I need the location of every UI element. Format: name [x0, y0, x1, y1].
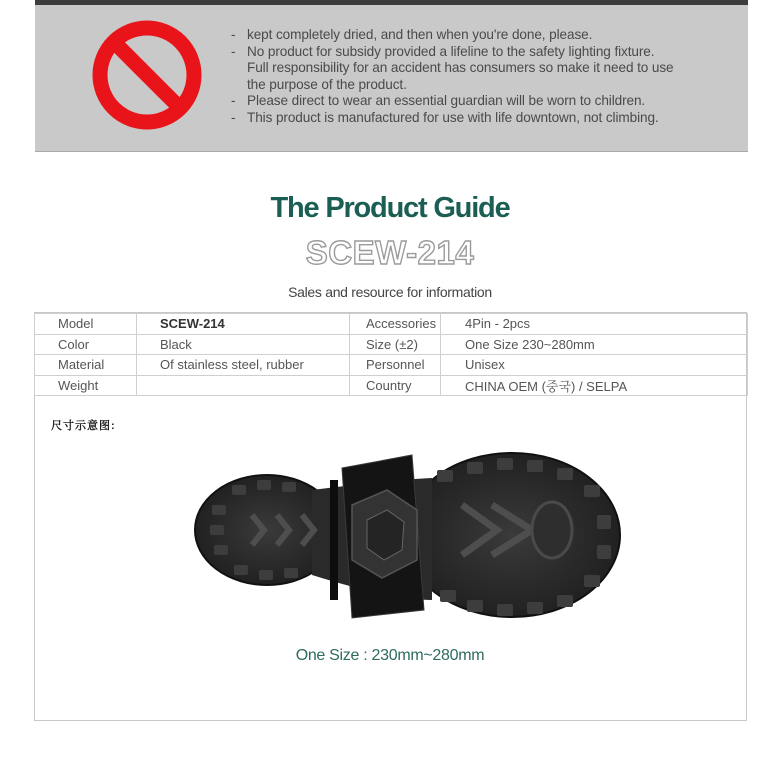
spec-table: [34, 313, 748, 396]
guide-title: The Product Guide: [270, 192, 510, 224]
size-diagram-caption: 尺寸示意图:: [51, 420, 116, 432]
one-size-label: One Size : 230mm~280mm: [295, 647, 485, 664]
spec-label: Color: [35, 334, 137, 355]
spec-value: Unisex: [441, 355, 748, 376]
spec-value: SCEW-214: [137, 314, 350, 335]
warning-item: - This product is manufactured for use with life downtown, not climbing.: [231, 109, 659, 125]
spec-value: Of stainless steel, rubber: [137, 355, 350, 376]
warning-top-bar: [35, 0, 748, 5]
guide-subtitle: Sales and resource for information: [288, 284, 492, 300]
warning-item: - Please direct to wear an essential guardian will be worn to children.: [231, 93, 646, 108]
spec-label: Material: [35, 355, 137, 376]
spec-label: Country: [350, 375, 441, 396]
spec-label: Size (±2): [350, 334, 441, 355]
table-row: [35, 314, 748, 335]
spec-label: Weight: [35, 375, 137, 396]
spec-value: [137, 375, 350, 396]
warning-item: - No product for subsidy provided a lifeline to the safety lighting fixture. Full responsibility for an accident has consumers so make it need to use the purpose of the product.: [231, 43, 674, 92]
spec-label: Model: [35, 314, 137, 335]
table-row: [35, 355, 748, 376]
spec-label: Personnel: [350, 355, 441, 376]
spec-label: Accessories: [350, 314, 441, 335]
warning-list: [231, 27, 674, 126]
table-row: [35, 375, 748, 396]
spec-value: 4Pin - 2pcs: [441, 314, 748, 335]
spec-value: One Size 230~280mm: [441, 334, 748, 355]
warning-item: - kept completely dried, and then when you're done, please.: [231, 27, 593, 42]
spec-value: Black: [137, 334, 350, 355]
table-row: [35, 334, 748, 355]
prohibited-icon: [91, 19, 203, 131]
spec-value: CHINA OEM (중국) / SELPA: [441, 375, 748, 396]
shoe-sole-image: [192, 450, 622, 630]
model-number: SCEW-214: [305, 234, 475, 271]
warning-panel: [35, 0, 748, 152]
